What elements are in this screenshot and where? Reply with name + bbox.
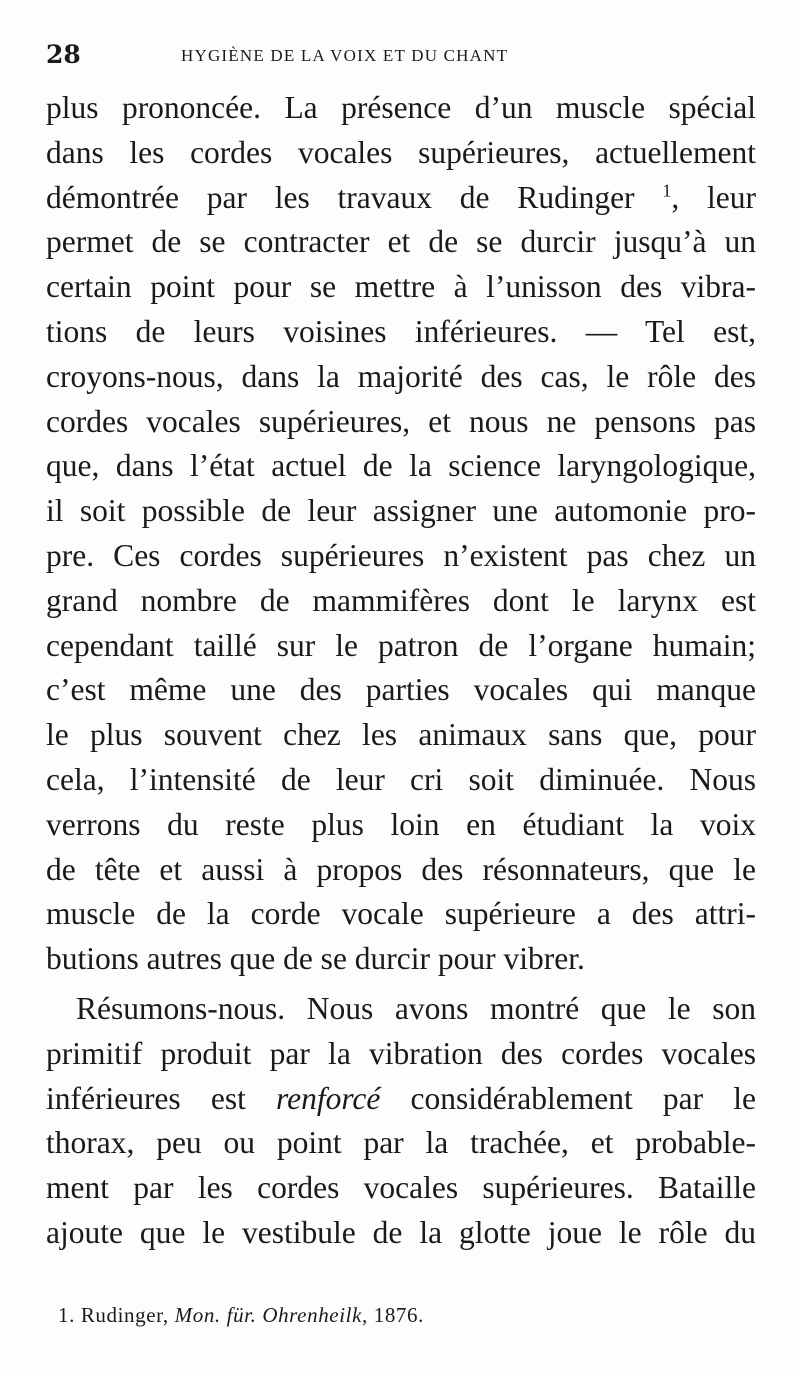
text-line: c’est même une des parties vocales qui manque bbox=[46, 672, 756, 708]
text-line: Résumons-nous. Nous avons montré que le son bbox=[76, 990, 756, 1026]
text-line: certain point pour se mettre à l’unisson des vibra- bbox=[46, 269, 756, 305]
text-segment: inférieures est bbox=[46, 1080, 276, 1116]
text-line: primitif produit par la vibration des cordes vocales bbox=[46, 1035, 756, 1071]
emphasized-word: renforcé bbox=[276, 1080, 381, 1116]
text-line: permet de se contracter et de se durcir jusqu’à un bbox=[46, 224, 756, 260]
text-line: tions de leurs voisines inférieures. — Tel est, bbox=[46, 313, 756, 349]
text-line: thorax, peu ou point par la trachée, et probable- bbox=[46, 1125, 756, 1161]
text-line: butions autres que de se durcir pour vibrer. bbox=[46, 941, 585, 977]
page-header bbox=[46, 40, 760, 80]
text-line: grand nombre de mammifères dont le larynx est bbox=[46, 582, 756, 618]
text-line: ajoute que le vestibule de la glotte joue le rôle du bbox=[46, 1214, 756, 1250]
text-line: cela, l’intensité de leur cri soit diminuée. Nous bbox=[46, 761, 756, 797]
text-line: que, dans l’état actuel de la science laryngologique, bbox=[46, 448, 756, 484]
footnote-marker: 1 bbox=[662, 180, 672, 201]
text-line bbox=[46, 1077, 756, 1122]
text-line: le plus souvent chez les animaux sans que, pour bbox=[46, 717, 756, 753]
text-line: muscle de la corde vocale supérieure a des attri- bbox=[46, 896, 756, 932]
footnote-year: 1876. bbox=[373, 1303, 424, 1327]
footnote bbox=[58, 1303, 424, 1328]
footnote-journal: Mon. für. Ohrenheilk, bbox=[174, 1303, 368, 1327]
text-segment: démontrée par les travaux de Rudinger bbox=[46, 179, 635, 215]
footnote-author: Rudinger, bbox=[80, 1303, 169, 1327]
footnote-number: 1. bbox=[58, 1303, 75, 1327]
page-number: 28 bbox=[46, 40, 81, 69]
text-segment: considérablement par le bbox=[380, 1080, 756, 1116]
text-line: pre. Ces cordes supérieures n’existent pas chez un bbox=[46, 537, 756, 573]
text-line: plus prononcée. La présence d’un muscle spécial bbox=[46, 90, 756, 125]
text-line: ment par les cordes vocales supérieures. Bataille bbox=[46, 1170, 756, 1206]
text-line bbox=[46, 176, 756, 221]
text-line: cordes vocales supérieures, et nous ne pensons pas bbox=[46, 403, 756, 439]
text-line: cependant taillé sur le patron de l’organe humain; bbox=[46, 627, 756, 663]
running-title: HYGIÈNE DE LA VOIX ET DU CHANT bbox=[181, 46, 509, 65]
body-text bbox=[46, 86, 756, 1256]
text-segment: , leur bbox=[671, 179, 756, 215]
text-line: il soit possible de leur assigner une automonie pro- bbox=[46, 493, 756, 529]
text-line: croyons-nous, dans la majorité des cas, le rôle des bbox=[46, 358, 756, 394]
text-line: dans les cordes vocales supérieures, actuellement bbox=[46, 134, 756, 170]
text-line: de tête et aussi à propos des résonnateurs, que le bbox=[46, 851, 756, 887]
text-line: verrons du reste plus loin en étudiant la voix bbox=[46, 806, 756, 842]
